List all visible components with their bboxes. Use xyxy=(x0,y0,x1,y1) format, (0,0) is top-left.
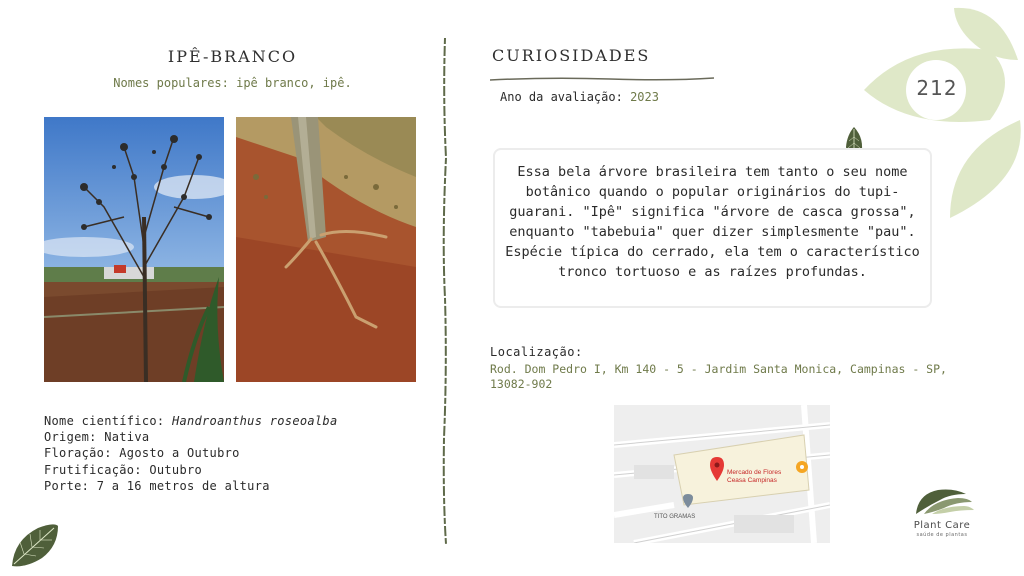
title-underline xyxy=(490,68,714,76)
popular-names xyxy=(60,76,405,90)
map-other-label: TITO GRAMAS xyxy=(654,514,696,520)
trunk-photo xyxy=(236,117,416,382)
column-divider xyxy=(438,38,452,544)
page-number: 212 xyxy=(916,76,958,100)
curiosity-text: Essa bela árvore brasileira tem tanto o seu nome botânico quando o popular originários do tupi-guarani. "Ipê" significa "árvore de casca grossa", enquanto "tabebuia" quer dizer simplesmente "pau". Espécie típica do cerrado, ela tem o característico tronco tortuoso e as raízes profundas. xyxy=(505,164,920,280)
detail-scientific-name: Nome científico: Handroanthus roseoalba xyxy=(44,414,338,428)
curiosities-title: CURIOSIDADES xyxy=(492,46,651,65)
location-map[interactable] xyxy=(614,405,830,543)
plant-details xyxy=(44,413,337,494)
evaluation-year-label: Ano da avaliação: xyxy=(500,90,623,104)
corner-leaf-icon xyxy=(8,520,62,570)
logo-subtitle: saúde de plantas xyxy=(916,532,968,538)
detail-size: Porte: 7 a 16 metros de altura xyxy=(44,478,270,493)
evaluation-year xyxy=(500,90,659,104)
curiosity-text-box xyxy=(493,148,932,308)
plant-name: IPÊ-BRANCO xyxy=(167,47,298,66)
detail-flowering: Floração: Agosto a Outubro xyxy=(44,446,240,461)
location-label: Localização: xyxy=(490,345,583,359)
map-pin-label-2: Ceasa Campinas xyxy=(727,477,777,484)
evaluation-year-value: 2023 xyxy=(630,90,659,104)
popular-names-value: ipê branco, ipê. xyxy=(236,76,352,90)
logo-title: Plant Care xyxy=(913,520,971,531)
location-address: Rod. Dom Pedro I, Km 140 - 5 - Jardim Santa Monica, Campinas - SP, 13082-902 xyxy=(490,362,947,391)
map-pin-label-1: Mercado de Flores xyxy=(727,469,782,476)
detail-origin: Origem: Nativa xyxy=(44,430,150,445)
popular-names-label: Nomes populares: xyxy=(113,76,229,90)
detail-fruiting: Frutificação: Outubro xyxy=(44,462,203,477)
tree-photo xyxy=(44,117,224,382)
